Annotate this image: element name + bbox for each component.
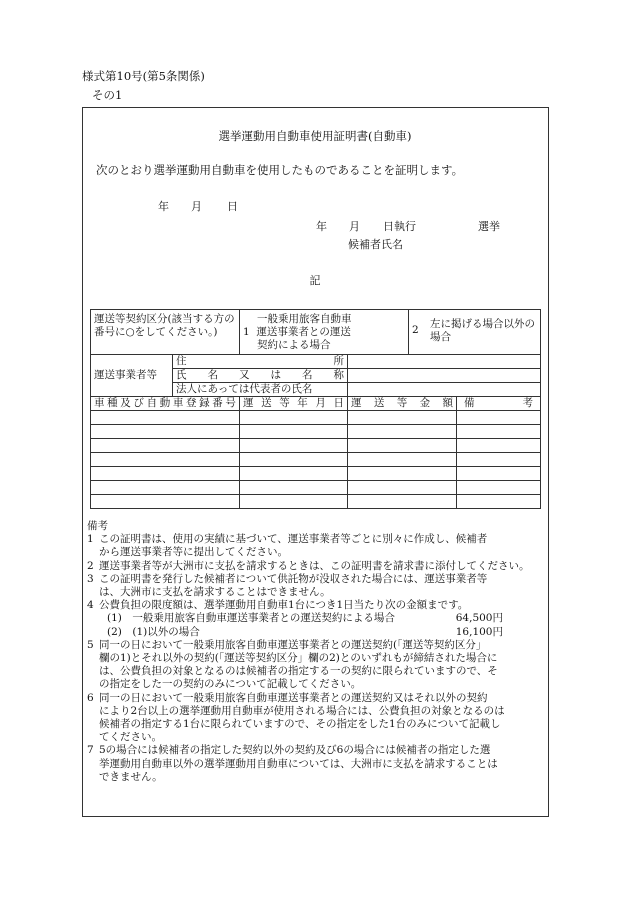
option2-number: 2 <box>412 324 419 336</box>
note-3: 3 この証明書を発行した候補者について供託物が没収された場合には、運送事業者等 は、大洲市に支払を請求することはできません。 <box>87 572 488 599</box>
issue-month-label: 月 <box>191 200 202 213</box>
address-value-cell[interactable] <box>348 355 541 369</box>
form-number-label: 様式第10号(第5条関係) <box>82 69 205 83</box>
col-header-amount: 運 送 等 金 額 <box>348 397 457 411</box>
col-header-date: 運 送 等 年 月 日 <box>240 397 348 411</box>
contract-type-header <box>91 310 240 355</box>
col-header-vehicle: 車 種 及 び 自 動 車 登 録 番 号 <box>91 397 240 411</box>
fee-row-1: (1) 一般乗用旅客自動車運送事業者との運送契約による場合 64,500円 <box>107 612 503 625</box>
option2-line1: 左に掲げる場合以外の <box>430 318 536 330</box>
note-7: 7 5の場合には候補者の指定した契約以外の契約及び6の場合には候補者の指定した選 挙運動用自動車以外の選挙運動用自動車については、大洲市に支払を請求することは できません。 <box>87 744 498 783</box>
note-2: 2 運送事業者等が大洲市に支払を請求するときは、この証明書を請求書に添付してください。 <box>87 559 530 572</box>
name-value-cell[interactable] <box>348 369 541 383</box>
contract-type-header-text: 運送等契約区分(該当する方の番号に○をしてください。) <box>94 313 235 338</box>
col-header-remarks: 備 考 <box>457 397 541 411</box>
issue-day-label: 日 <box>227 200 238 213</box>
carrier-label: 運送事業者等 <box>94 369 157 381</box>
table-row <box>91 425 541 439</box>
candidate-name-label: 候補者氏名 <box>348 238 403 251</box>
table-row <box>91 439 541 453</box>
note-1: 1 この証明書は、使用の実績に基づいて、運送事業者等ごとに別々に作成し、候補者 から運送事業者等に提出してください。 <box>87 533 488 559</box>
usage-table <box>90 309 541 509</box>
notes-section <box>87 520 547 784</box>
option2-line2: 場合 <box>430 331 452 343</box>
representative-value-cell[interactable] <box>348 383 541 397</box>
table-row <box>91 467 541 481</box>
form-sub-label: その1 <box>92 88 123 102</box>
fee-row-2: (2) (1)以外の場合 16,100円 <box>107 625 503 638</box>
table-row <box>91 481 541 495</box>
ki-heading: 記 <box>309 274 321 287</box>
option1-line1: 一般乗用旅客自動車 <box>257 313 352 325</box>
option1-line3: 契約による場合 <box>257 339 331 351</box>
document-title: 選挙運動用自動車使用証明書(自動車) <box>218 129 412 143</box>
option1-line2: 運送事業者との運送 <box>256 326 351 338</box>
name-label-cell: 氏 名 又 は 名 称 <box>173 369 348 383</box>
note-4: 4 公費負担の限度額は、選挙運動用自動車1台につき1日当たり次の金額まです。 <box>87 599 469 612</box>
address-label-cell: 住 所 <box>173 355 348 369</box>
table-row <box>91 495 541 509</box>
contract-option-1[interactable] <box>240 310 409 355</box>
election-type-label: 選挙 <box>478 220 500 233</box>
option1-number: 1 <box>243 326 250 338</box>
issue-year-label: 年 <box>158 200 169 213</box>
table-row <box>91 453 541 467</box>
intro-text: 次のとおり選挙運動用自動車を使用したものであることを証明します。 <box>96 163 464 177</box>
representative-label: 法人にあっては代表者の氏名 <box>176 383 313 395</box>
election-day-label: 日執行 <box>383 220 416 233</box>
note-6: 6 同一の日において一般乗用旅客自動車運送事業者との運送契約又はそれ以外の契約 により2台以上の選挙運動用自動車が使用される場合には、公費負担の対象となるのは 候補者の指定する1台に限られていますので、その指定をした1台のみについて記載し てください。 <box>87 691 505 744</box>
table-row <box>91 411 541 425</box>
carrier-label-cell <box>91 355 173 397</box>
election-year-label: 年 <box>316 220 327 233</box>
notes-heading: 備考 <box>87 520 108 532</box>
note-5: 5 同一の日において一般乗用旅客自動車運送事業者との運送契約(「運送等契約区分」 欄の1)とそれ以外の契約(「運送等契約区分」欄の2)とのいずれもが締結された場合に は、公費負担の対象となるのは候補者の指定する一の契約に限られていますので、そ の指定をした一の契約のみについて記載してください。 <box>87 638 498 691</box>
contract-option-2[interactable] <box>409 310 541 355</box>
election-month-label: 月 <box>349 220 360 233</box>
representative-label-cell <box>173 383 348 397</box>
